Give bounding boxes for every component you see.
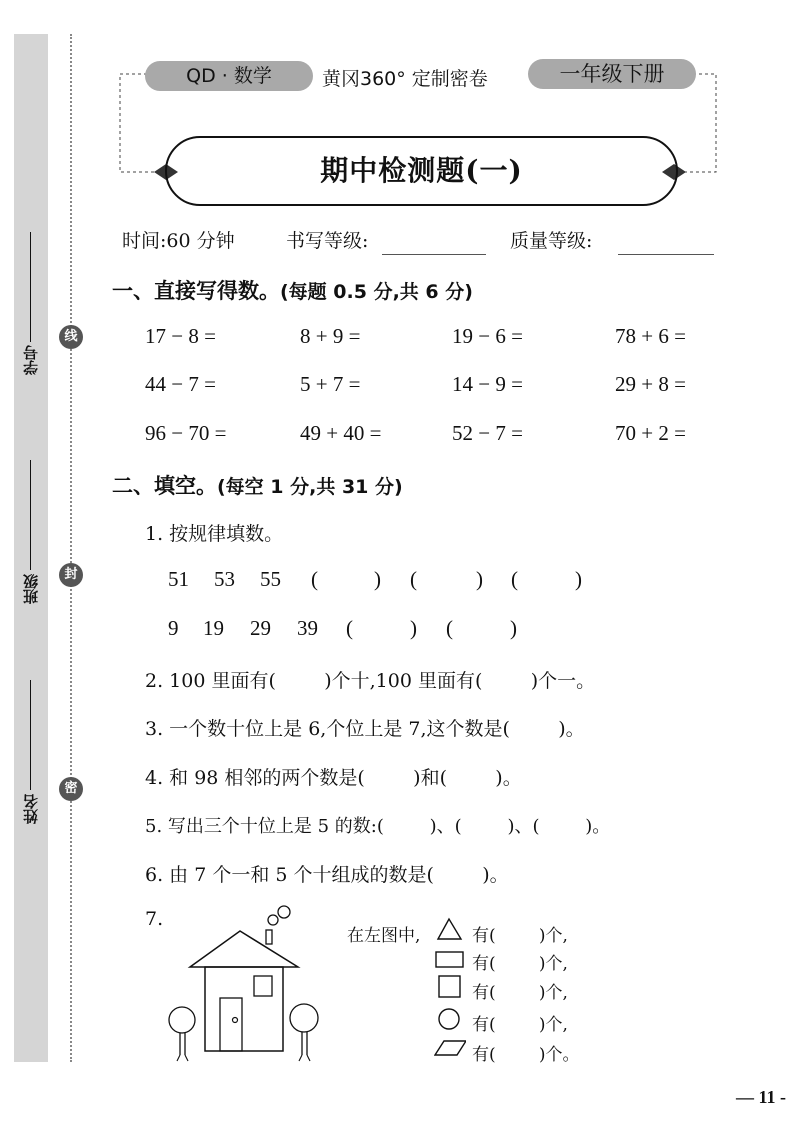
section-2-heading	[112, 470, 403, 500]
series-name: 黄冈360° 定制密卷	[322, 68, 488, 90]
name-blank[interactable]	[30, 680, 31, 790]
quality-grade-label: 质量等级:	[510, 230, 593, 252]
shape-icons	[434, 915, 466, 1059]
seal-mark-seal: 封	[59, 563, 83, 587]
triangle-icon	[438, 919, 461, 939]
seq1-n3: 55	[260, 567, 281, 591]
calc-2-4[interactable]: 29 + 8 =	[615, 372, 686, 396]
question-1: 1. 按规律填数。	[145, 523, 284, 545]
quality-grade-blank[interactable]	[618, 226, 714, 255]
seal-mark-secret: 密	[59, 777, 83, 801]
writing-grade-blank[interactable]	[382, 226, 486, 255]
calc-1-2[interactable]: 8 + 9 =	[300, 324, 361, 348]
calc-3-3[interactable]: 52 − 7 =	[452, 421, 523, 445]
section-1-heading	[112, 275, 473, 305]
seq2-open-1: (	[346, 616, 353, 640]
seq2-n2: 19	[203, 616, 224, 640]
q7-intro: 在左图中,	[347, 926, 421, 946]
square-count[interactable]: 有( )个,	[472, 983, 568, 1003]
seq1-n2: 53	[214, 567, 235, 591]
grade-pill: 一年级下册	[528, 59, 696, 89]
seq2-n1: 9	[168, 616, 179, 640]
exam-time: 时间:60 分钟	[122, 230, 235, 252]
class-blank[interactable]	[30, 460, 31, 570]
parallelogram-count[interactable]: 有( )个。	[472, 1045, 580, 1065]
calc-3-2[interactable]: 49 + 40 =	[300, 421, 382, 445]
square-icon	[439, 976, 460, 997]
parallelogram-icon	[435, 1041, 466, 1055]
question-4: 4. 和 98 相邻的两个数是( )和( )。	[145, 767, 522, 789]
calc-1-4[interactable]: 78 + 6 =	[615, 324, 686, 348]
triangle-count[interactable]: 有( )个,	[472, 926, 568, 946]
seq1-close-1: )	[374, 567, 381, 591]
subject-pill: QD · 数学	[145, 61, 313, 91]
question-6: 6. 由 7 个一和 5 个十组成的数是( )。	[145, 864, 509, 886]
writing-grade-label: 书写等级:	[286, 230, 369, 252]
name-label: 姓名	[22, 794, 40, 824]
student-id-label: 学号	[22, 345, 40, 375]
seal-mark-line: 线	[59, 325, 83, 349]
calc-1-3[interactable]: 19 − 6 =	[452, 324, 523, 348]
section-1-title: 一、直接写得数。	[112, 279, 280, 303]
page-number: — 11 -	[735, 1087, 786, 1107]
seq2-open-2: (	[446, 616, 453, 640]
seq2-close-2: )	[510, 616, 517, 640]
calc-2-1[interactable]: 44 − 7 =	[145, 372, 216, 396]
page-title: 期中检测题(一)	[320, 154, 523, 187]
seq1-n1: 51	[168, 567, 189, 591]
class-label: 班级	[22, 574, 40, 604]
section-2-note: (每空 1 分,共 31 分)	[217, 476, 403, 498]
calc-3-4[interactable]: 70 + 2 =	[615, 421, 686, 445]
calc-3-1[interactable]: 96 − 70 =	[145, 421, 227, 445]
section-2-title: 二、填空。	[112, 474, 217, 498]
circle-count[interactable]: 有( )个,	[472, 1015, 568, 1035]
question-7-number: 7.	[145, 908, 164, 930]
house-figure	[160, 900, 330, 1070]
student-id-blank[interactable]	[30, 232, 31, 342]
seq1-open-1: (	[311, 567, 318, 591]
circle-icon	[439, 1009, 459, 1029]
seq1-close-2: )	[476, 567, 483, 591]
seq1-open-2: (	[410, 567, 417, 591]
calc-2-3[interactable]: 14 − 9 =	[452, 372, 523, 396]
calc-2-2[interactable]: 5 + 7 =	[300, 372, 361, 396]
binding-strip	[14, 34, 48, 1062]
calc-1-1[interactable]: 17 − 8 =	[145, 324, 216, 348]
seq2-close-1: )	[410, 616, 417, 640]
question-3: 3. 一个数十位上是 6,个位上是 7,这个数是( )。	[145, 718, 585, 740]
seq2-n4: 39	[297, 616, 318, 640]
question-5: 5. 写出三个十位上是 5 的数:( )、( )、( )。	[145, 816, 611, 837]
rectangle-count[interactable]: 有( )个,	[472, 954, 568, 974]
seq1-open-3: (	[511, 567, 518, 591]
seq2-n3: 29	[250, 616, 271, 640]
section-1-note: (每题 0.5 分,共 6 分)	[280, 281, 473, 303]
binding-dotted-line	[70, 34, 72, 1062]
question-2: 2. 100 里面有( )个十,100 里面有( )个一。	[145, 670, 596, 692]
rectangle-icon	[436, 952, 463, 967]
seq1-close-3: )	[575, 567, 582, 591]
